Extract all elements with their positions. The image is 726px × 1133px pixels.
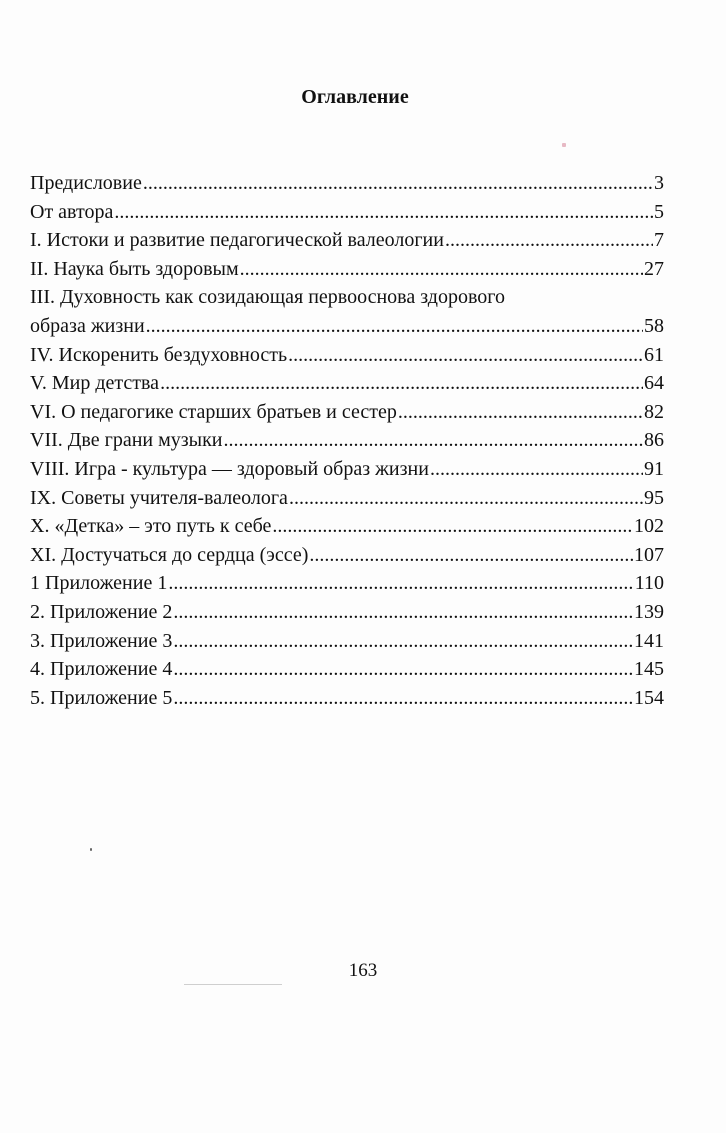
toc-entry-page: 139 [634, 600, 664, 623]
toc-entry-label: 3. Приложение 3 [30, 629, 173, 652]
dot-leader [160, 369, 643, 398]
toc-entry [30, 369, 664, 398]
dot-leader [143, 169, 653, 198]
dot-leader [224, 426, 643, 455]
toc-entry-page: 91 [644, 457, 664, 480]
toc-entry [30, 283, 664, 340]
toc-entry-page: 102 [634, 515, 664, 538]
toc-entry-page: 27 [644, 257, 664, 280]
toc-entry-page: 141 [634, 629, 664, 652]
toc-entry-page: 95 [644, 486, 664, 509]
toc-entry-label: X. «Детка» – это путь к себе [30, 515, 272, 538]
toc-entry [30, 655, 664, 684]
table-of-contents [30, 169, 664, 712]
dot-leader [173, 627, 633, 656]
toc-entry [30, 512, 664, 541]
toc-entry-label: 1 Приложение 1 [30, 572, 168, 595]
page-number: 163 [348, 960, 378, 981]
toc-entry-label: 5. Приложение 5 [30, 686, 173, 709]
dot-leader [430, 455, 643, 484]
toc-entry-page: 3 [654, 172, 664, 194]
toc-entry-page: 61 [644, 343, 664, 366]
dot-leader [445, 226, 653, 255]
toc-entry-page: 110 [634, 572, 664, 595]
toc-entry-page: 5 [654, 200, 664, 223]
dot-leader [309, 541, 633, 570]
toc-entry-label-line1: III. Духовность как созидающая первооснова здорового [30, 286, 505, 309]
dot-leader [146, 312, 643, 341]
toc-entry [30, 198, 664, 227]
toc-entry [30, 484, 664, 513]
dot-leader [173, 655, 633, 684]
toc-entry-page: 107 [634, 543, 664, 566]
toc-entry-label: образа жизни [30, 314, 145, 337]
toc-entry-label: Предисловие [30, 172, 142, 194]
toc-entry [30, 398, 664, 427]
toc-entry [30, 569, 664, 598]
toc-entry-label: IV. Искоренить бездуховность [30, 343, 288, 366]
dot-leader [398, 398, 643, 427]
toc-entry [30, 255, 664, 284]
toc-entry-label: VII. Две грани музыки [30, 429, 223, 452]
toc-entry [30, 627, 664, 656]
toc-entry-page: 82 [644, 400, 664, 423]
print-speck [90, 848, 92, 851]
dot-leader [114, 198, 653, 227]
dot-leader [272, 512, 633, 541]
toc-entry-page: 145 [634, 658, 664, 681]
toc-entry-label: V. Мир детства [30, 372, 160, 395]
page-title: Оглавление [301, 86, 409, 108]
print-speck [562, 143, 566, 147]
dot-leader [240, 255, 643, 284]
dot-leader [173, 684, 633, 713]
toc-entry-page: 58 [644, 314, 664, 337]
toc-entry [30, 598, 664, 627]
dot-leader [288, 341, 643, 370]
toc-entry-label: IX. Советы учителя-валеолога [30, 486, 288, 509]
toc-entry-page: 86 [644, 429, 664, 452]
toc-entry-label: VI. О педагогике старших братьев и сестер [30, 400, 397, 423]
toc-entry [30, 226, 664, 255]
dot-leader [168, 569, 633, 598]
toc-entry [30, 169, 664, 198]
bleed-through-rule [184, 984, 282, 985]
dot-leader [173, 598, 633, 627]
dot-leader [289, 484, 643, 513]
toc-entry-label: 4. Приложение 4 [30, 658, 173, 681]
toc-entry [30, 341, 664, 370]
toc-entry [30, 455, 664, 484]
toc-entry-page: 64 [644, 372, 664, 395]
toc-entry [30, 426, 664, 455]
toc-entry [30, 541, 664, 570]
toc-entry-page: 7 [654, 229, 664, 252]
toc-entry-label: XI. Достучаться до сердца (эссе) [30, 543, 309, 566]
toc-entry-label: От автора [30, 200, 114, 223]
toc-entry-label: VIII. Игра - культура — здоровый образ жизни [30, 457, 429, 480]
toc-entry-page: 154 [634, 686, 664, 709]
toc-entry-label: II. Наука быть здоровым [30, 257, 239, 280]
toc-entry-label: 2. Приложение 2 [30, 600, 173, 623]
toc-entry [30, 684, 664, 713]
toc-entry-label: I. Истоки и развитие педагогической валеологии [30, 229, 444, 252]
